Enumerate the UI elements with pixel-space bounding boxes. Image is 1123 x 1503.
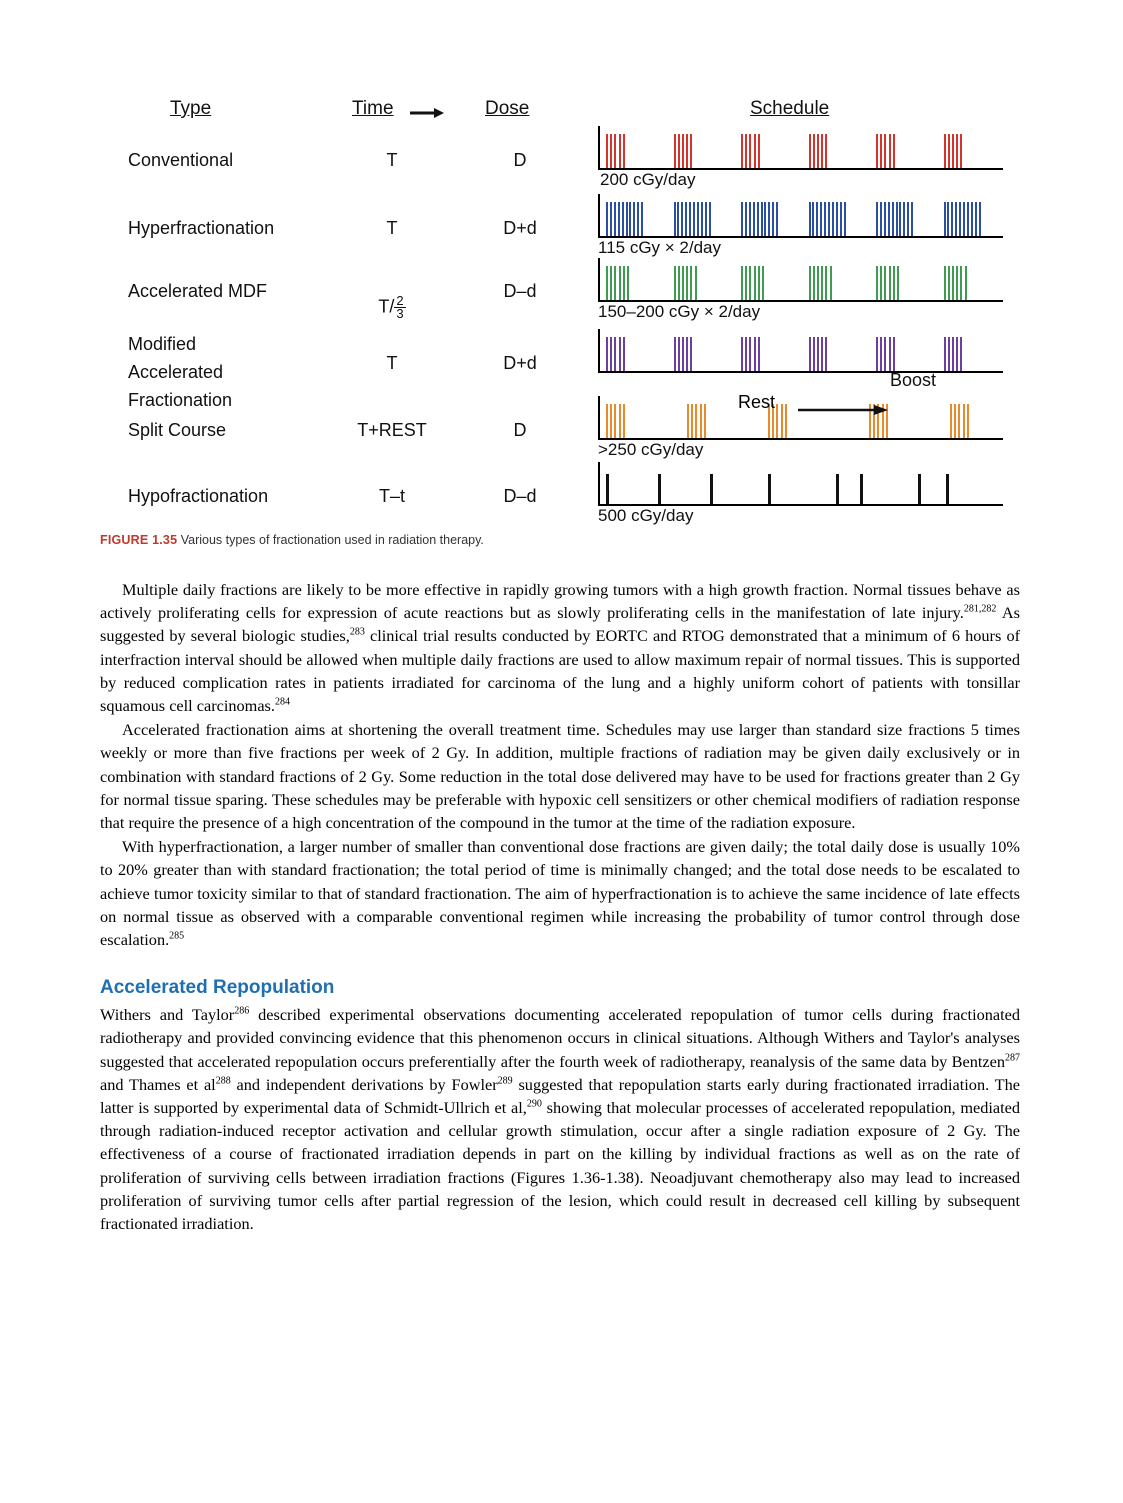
figure-column-header-dose: Dose: [485, 98, 530, 119]
citation-289: 289: [497, 1075, 513, 1087]
schedule-tick: [825, 337, 827, 371]
schedule-tick: [681, 202, 683, 236]
paragraph-3: [100, 835, 1020, 951]
schedule-tick: [959, 202, 961, 236]
schedule-tick: [686, 337, 688, 371]
schedule-tick: [749, 266, 751, 300]
schedule-tick: [876, 202, 878, 236]
schedule-tick: [637, 202, 639, 236]
schedule-tick: [678, 337, 680, 371]
schedule-tick: [614, 404, 616, 438]
schedule-tick: [704, 404, 706, 438]
schedule-tick: [753, 202, 755, 236]
schedule-tick: [888, 202, 890, 236]
paragraph-1-c: clinical trial results conducted by EORTC and RTOG demonstrated that a minimum of 6 hours of interfraction interval should be allowed when multiple daily fractions are used to allow maximum repair of normal tissues. This is supported by reduced complication rates in patients irradiated for carcinoma of the lung and a highly uniform cohort of patients with tonsillar squamous cell carcinomas.: [100, 626, 1021, 716]
schedule-tick: [710, 474, 713, 504]
schedule-tick: [809, 202, 811, 236]
schedule-note-split-course: >250 cGy/day: [598, 440, 704, 459]
schedule-tick: [614, 337, 616, 371]
schedule-tick: [893, 266, 895, 300]
schedule-tick: [619, 337, 621, 371]
schedule-tick: [955, 202, 957, 236]
schedule-tick: [809, 337, 811, 371]
schedule-tick: [754, 134, 756, 168]
schedule-tick: [776, 202, 778, 236]
schedule-tick: [758, 266, 760, 300]
row-time-accelerated-mdf: T/ $\frac{2}{3}$: [378, 293, 404, 321]
schedule-tick: [880, 134, 882, 168]
schedule-tick: [695, 266, 697, 300]
schedule-tick: [893, 337, 895, 371]
row-dose-accelerated-mdf: D–d: [503, 281, 537, 301]
citation-286: 286: [234, 1005, 250, 1017]
schedule-tick: [745, 266, 747, 300]
schedule-tick: [952, 134, 954, 168]
schedule-tick: [893, 134, 895, 168]
schedule-tick: [758, 337, 760, 371]
schedule-note-hypofractionation: 500 cGy/day: [598, 506, 694, 525]
schedule-tick: [884, 266, 886, 300]
schedule-tick: [764, 202, 766, 236]
schedule-tick: [606, 202, 608, 236]
row-dose-hyperfractionation: D+d: [503, 218, 537, 238]
schedule-note-boost: Boost: [890, 370, 937, 390]
schedule-tick: [965, 266, 967, 300]
schedule-hypofractionation: [598, 460, 1003, 506]
schedule-tick: [768, 474, 771, 504]
schedule-tick: [700, 404, 702, 438]
schedule-tick: [606, 474, 609, 504]
schedule-tick: [741, 202, 743, 236]
figure-caption-label: FIGURE 1.35: [100, 533, 178, 547]
schedule-tick: [979, 202, 981, 236]
schedule-tick: [686, 134, 688, 168]
rest-arrow-icon: [798, 404, 888, 416]
row-time-hyperfractionation: T: [386, 218, 398, 238]
schedule-tick: [960, 266, 962, 300]
schedule-tick: [956, 337, 958, 371]
schedule-tick: [907, 202, 909, 236]
schedule-tick: [880, 337, 882, 371]
schedule-vertical-rule: [598, 126, 600, 170]
schedule-conventional: [598, 124, 1003, 170]
schedule-tick: [610, 266, 612, 300]
schedule-tick: [947, 202, 949, 236]
schedule-tick: [963, 404, 965, 438]
article-body: [100, 578, 1020, 1236]
figure-column-header-time: Time: [352, 98, 394, 119]
schedule-tick: [825, 266, 827, 300]
row-dose-split-course: D: [513, 420, 527, 440]
schedule-tick: [623, 266, 625, 300]
schedule-tick: [674, 134, 676, 168]
schedule-hyperfractionation: [598, 192, 1003, 238]
schedule-tick: [832, 202, 834, 236]
schedule-tick: [610, 134, 612, 168]
schedule-tick: [817, 134, 819, 168]
schedule-tick: [749, 134, 751, 168]
schedule-tick: [817, 266, 819, 300]
schedule-tick: [623, 337, 625, 371]
schedule-tick: [749, 202, 751, 236]
row-type-modified-accelerated-fractionation: Modified Accelerated Fractionation: [128, 334, 233, 410]
schedule-tick: [768, 202, 770, 236]
schedule-tick: [619, 266, 621, 300]
schedule-accelerated-mdf: [598, 256, 1003, 302]
schedule-tick: [606, 337, 608, 371]
schedule-tick: [944, 202, 946, 236]
schedule-tick: [622, 202, 624, 236]
schedule-tick: [899, 202, 901, 236]
schedule-note-hyperfractionation: 115 cGy × 2/day: [598, 238, 722, 257]
schedule-tick: [918, 474, 921, 504]
schedule-tick: [967, 202, 969, 236]
schedule-tick: [689, 202, 691, 236]
row-type-hyperfractionation: Hyperfractionation: [128, 218, 275, 238]
schedule-tick: [958, 404, 960, 438]
schedule-tick: [876, 266, 878, 300]
paragraph-4-d: and independent derivations by Fowler: [230, 1074, 498, 1094]
schedule-tick: [825, 134, 827, 168]
schedule-tick: [614, 266, 616, 300]
paragraph-4-a: Withers and Taylor: [100, 1005, 235, 1025]
schedule-tick: [954, 404, 956, 438]
schedule-tick: [813, 337, 815, 371]
schedule-tick: [754, 266, 756, 300]
schedule-tick: [948, 266, 950, 300]
schedule-tick: [948, 337, 950, 371]
schedule-tick: [830, 266, 832, 300]
schedule-tick: [952, 266, 954, 300]
row-dose-modified-accelerated-fractionation: D+d: [503, 353, 537, 373]
row-time-conventional: T: [386, 150, 398, 170]
paragraph-3-a: With hyperfractionation, a larger number of smaller than conventional dose fractions are given daily; the total daily dose is usually 10% to 20% greater than with standard fractionation; the total period of time is minimally changed; and the total dose needs to be escalated to achieve tumor toxicity similar to that of standard fractionation. The aim of hyperfractionation is to achieve the same incidence of late effects on normal tissue as observed with a comparable conventional regimen while increasing the probability of tumor control through dose escalation.: [100, 837, 1020, 950]
schedule-tick: [944, 337, 946, 371]
schedule-tick: [678, 266, 680, 300]
schedule-tick: [685, 202, 687, 236]
schedule-tick: [821, 134, 823, 168]
schedule-tick: [610, 202, 612, 236]
schedule-tick: [745, 337, 747, 371]
schedule-tick: [682, 337, 684, 371]
schedule-tick: [876, 134, 878, 168]
schedule-tick: [626, 202, 628, 236]
row-time-hypofractionation: T–t: [378, 486, 405, 506]
schedule-tick: [627, 266, 629, 300]
schedule-tick: [741, 337, 743, 371]
schedule-vertical-rule: [598, 396, 600, 440]
schedule-tick: [820, 202, 822, 236]
row-type-split-course: Split Course: [128, 420, 227, 440]
schedule-tick: [690, 266, 692, 300]
paragraph-1-b: As suggested by several biologic studies,: [100, 603, 1021, 646]
schedule-tick: [836, 202, 838, 236]
schedule-tick: [741, 134, 743, 168]
schedule-tick: [610, 404, 612, 438]
schedule-tick: [690, 337, 692, 371]
schedule-tick: [956, 266, 958, 300]
schedule-split-course: [598, 394, 1003, 440]
schedule-tick: [697, 202, 699, 236]
schedule-tick: [840, 202, 842, 236]
schedule-tick: [813, 266, 815, 300]
row-type-hypofractionation: Hypofractionation: [128, 486, 269, 506]
schedule-tick: [889, 134, 891, 168]
schedule-tick: [754, 337, 756, 371]
schedule-tick: [960, 134, 962, 168]
schedule-tick: [956, 134, 958, 168]
schedule-tick: [950, 404, 952, 438]
schedule-tick: [809, 266, 811, 300]
schedule-tick: [745, 202, 747, 236]
schedule-tick: [813, 134, 815, 168]
schedule-tick: [817, 337, 819, 371]
schedule-tick: [677, 202, 679, 236]
schedule-tick: [844, 202, 846, 236]
citation-285: 285: [169, 930, 185, 942]
schedule-tick: [967, 404, 969, 438]
schedule-tick: [781, 404, 783, 438]
schedule-tick: [674, 202, 676, 236]
schedule-tick: [606, 404, 608, 438]
citation-281-282: 281,282: [963, 603, 997, 615]
schedule-tick: [975, 202, 977, 236]
schedule-tick: [772, 202, 774, 236]
row-time-split-course: T+REST: [357, 420, 427, 440]
schedule-tick: [745, 134, 747, 168]
schedule-tick: [948, 134, 950, 168]
figure-1-35: [100, 78, 1020, 528]
schedule-tick: [889, 337, 891, 371]
schedule-tick: [824, 202, 826, 236]
paragraph-4-f: showing that molecular processes of accelerated repopulation, mediated through radiation-induced receptor activation and cellular growth stimulation, occur after a single radiation exposure of 2 Gy. The effectiveness of a course of fractionated irradiation depends in part on the killing by individual fractions as well as on the rate of proliferation of surviving cells between irradiation fractions (Figures 1.36-1.38). Neoadjuvant chemotherapy also may lead to increased proliferation of surviving tumor cells after partial regression of the lesion, which could result in decreased cell killing by subsequent fractionated irradiation.: [100, 1098, 1020, 1234]
schedule-tick: [682, 266, 684, 300]
schedule-tick: [821, 266, 823, 300]
schedule-tick: [619, 404, 621, 438]
schedule-tick: [687, 404, 689, 438]
schedule-vertical-rule: [598, 258, 600, 302]
schedule-tick: [674, 337, 676, 371]
figure-caption-text: Various types of fractionation used in radiation therapy.: [180, 533, 484, 547]
figure-caption: [100, 533, 1020, 547]
schedule-tick: [749, 337, 751, 371]
schedule-tick: [785, 404, 787, 438]
schedule-tick: [809, 134, 811, 168]
schedule-tick: [629, 202, 631, 236]
schedule-tick: [762, 266, 764, 300]
schedule-tick: [741, 266, 743, 300]
paragraph-4-e: suggested that repopulation starts early during fractionated irradiation. The latter is supported by experimental data of Schmidt-Ullrich et al,: [100, 1074, 1020, 1118]
schedule-tick: [758, 134, 760, 168]
citation-283: 283: [349, 626, 365, 638]
row-dose-hypofractionation: D–d: [503, 486, 537, 506]
figure-column-header-type: Type: [170, 98, 212, 119]
schedule-tick: [876, 337, 878, 371]
row-type-conventional: Conventional: [128, 150, 234, 170]
time-arrow-icon: [410, 108, 444, 118]
schedule-tick: [960, 337, 962, 371]
schedule-tick: [889, 266, 891, 300]
schedule-tick: [678, 134, 680, 168]
row-time-modified-accelerated-fractionation: T: [386, 353, 398, 373]
schedule-tick: [903, 202, 905, 236]
schedule-note-accelerated-mdf: 150–200 cGy × 2/day: [598, 302, 761, 321]
schedule-tick: [761, 202, 763, 236]
schedule-tick: [618, 202, 620, 236]
schedule-tick: [821, 337, 823, 371]
schedule-tick: [686, 266, 688, 300]
schedule-tick: [963, 202, 965, 236]
schedule-tick: [892, 202, 894, 236]
schedule-modified-accelerated-fractionation: [598, 327, 1003, 373]
section-heading-accelerated-repopulation: Accelerated Repopulation: [100, 977, 335, 999]
schedule-tick: [812, 202, 814, 236]
schedule-tick: [695, 404, 697, 438]
paragraph-1-a: Multiple daily fractions are likely to be more effective in rapidly growing tumors with a high growth fraction. Normal tissues behave as actively proliferating cells for expression of acute reactions but as slowly proliferating cells in the manifestation of late injury.: [100, 580, 1020, 623]
citation-287: 287: [1005, 1052, 1020, 1064]
schedule-tick: [614, 134, 616, 168]
schedule-tick: [816, 202, 818, 236]
schedule-tick: [946, 474, 949, 504]
schedule-tick: [709, 202, 711, 236]
schedule-tick: [614, 202, 616, 236]
paragraph-2: Accelerated fractionation aims at shortening the overall treatment time. Schedules may use larger than standard size fractions 5 times weekly or more than five fractions per week of 2 Gy. In addition, multiple fractions of radiation may be given daily exclusively or in combination with standard fractions of 2 Gy. Some reduction in the total dose delivered may have to be used for fractions greater than 2 Gy for normal tissue sparing. These schedules may be preferable with hypoxic cell sensitizers or other chemical modifiers of radiation response that require the presence of a high concentration of the compound in the tumor at the time of the radiation exposure.: [100, 720, 1020, 833]
citation-290: 290: [526, 1098, 542, 1110]
schedule-tick: [911, 202, 913, 236]
citation-284: 284: [274, 696, 290, 708]
paragraph-4-b: described experimental observations documenting accelerated repopulation of tumor cells during fractionated radiotherapy and provided convincing evidence that this phenomenon occurs in clinical situations. Although Withers and Taylor's analyses suggested that accelerated repopulation occurs preferentially after the fourth week of radiotherapy, reanalysis of the same data by Bentzen: [100, 1005, 1020, 1071]
schedule-tick: [952, 337, 954, 371]
schedule-tick: [693, 202, 695, 236]
schedule-tick: [701, 202, 703, 236]
schedule-vertical-rule: [598, 462, 600, 506]
figure-column-header-schedule: Schedule: [750, 98, 830, 119]
schedule-tick: [619, 134, 621, 168]
paragraph-4: [100, 1003, 1020, 1235]
schedule-tick: [971, 202, 973, 236]
schedule-tick: [682, 134, 684, 168]
schedule-tick: [951, 202, 953, 236]
row-type-accelerated-mdf: Accelerated MDF: [128, 281, 268, 301]
schedule-tick: [610, 337, 612, 371]
schedule-tick: [944, 266, 946, 300]
schedule-vertical-rule: [598, 329, 600, 373]
schedule-tick: [690, 134, 692, 168]
schedule-tick: [897, 266, 899, 300]
schedule-tick: [880, 202, 882, 236]
schedule-tick: [884, 134, 886, 168]
schedule-note-conventional: 200 cGy/day: [600, 170, 696, 189]
schedule-tick: [705, 202, 707, 236]
schedule-tick: [776, 404, 778, 438]
schedule-tick: [884, 337, 886, 371]
schedule-tick: [691, 404, 693, 438]
schedule-tick: [606, 266, 608, 300]
rest-label: Rest: [738, 392, 776, 412]
row-dose-conventional: D: [513, 150, 527, 170]
paragraph-1: [100, 578, 1020, 717]
schedule-tick: [860, 474, 863, 504]
schedule-tick: [896, 202, 898, 236]
schedule-tick: [828, 202, 830, 236]
schedule-tick: [757, 202, 759, 236]
schedule-tick: [623, 134, 625, 168]
schedule-tick: [674, 266, 676, 300]
paragraph-4-c: and Thames et al: [100, 1074, 216, 1094]
schedule-axis: [598, 371, 1003, 373]
schedule-tick: [623, 404, 625, 438]
schedule-tick: [658, 474, 661, 504]
schedule-tick: [641, 202, 643, 236]
schedule-tick: [884, 202, 886, 236]
citation-288: 288: [215, 1075, 231, 1087]
schedule-vertical-rule: [598, 194, 600, 238]
schedule-tick: [633, 202, 635, 236]
schedule-tick: [606, 134, 608, 168]
schedule-tick: [836, 474, 839, 504]
schedule-tick: [944, 134, 946, 168]
schedule-tick: [880, 266, 882, 300]
